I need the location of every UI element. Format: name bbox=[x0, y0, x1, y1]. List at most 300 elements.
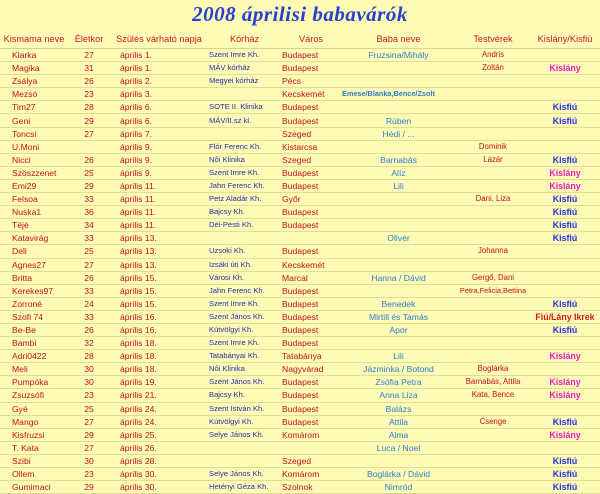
cell-hospital: Szent István Kh. bbox=[208, 402, 281, 415]
cell-due-date: április 6. bbox=[110, 101, 208, 114]
cell-hospital: Dél-Pesti Kh. bbox=[208, 219, 281, 232]
cell-baby-name bbox=[341, 219, 456, 232]
cell-baby-name: Barnabás bbox=[341, 153, 456, 166]
cell-sex: Kisfiú bbox=[530, 232, 600, 245]
cell-age: 32 bbox=[68, 337, 110, 350]
cell-city: Budapest bbox=[281, 219, 341, 232]
cell-baby-name: Rúben bbox=[341, 114, 456, 127]
cell-age: 26 bbox=[68, 75, 110, 88]
cell-age bbox=[68, 140, 110, 153]
cell-age: 36 bbox=[68, 206, 110, 219]
cell-hospital: Izsáki úti Kh. bbox=[208, 258, 281, 271]
cell-due-date: április 18. bbox=[110, 363, 208, 376]
table-row bbox=[0, 415, 600, 428]
cell-age: 26 bbox=[68, 153, 110, 166]
cell-hospital: Megyei kórház bbox=[208, 75, 281, 88]
cell-hospital: Szent Imre Kh. bbox=[208, 49, 281, 62]
cell-sex: Kisfiú bbox=[530, 153, 600, 166]
cell-baby-name: Alíz bbox=[341, 166, 456, 179]
cell-mother-name: Nicci bbox=[0, 153, 68, 166]
table-row bbox=[0, 323, 600, 336]
table-row bbox=[0, 193, 600, 206]
cell-age: 29 bbox=[68, 428, 110, 441]
cell-due-date: április 13. bbox=[110, 245, 208, 258]
cell-baby-name: Jázminka / Botond bbox=[341, 363, 456, 376]
cell-baby-name: Anna Liza bbox=[341, 389, 456, 402]
cell-sex: Kislány bbox=[530, 389, 600, 402]
cell-siblings: Kata, Bence bbox=[456, 389, 530, 402]
cell-baby-name bbox=[341, 245, 456, 258]
cell-baby-name: Nimród bbox=[341, 481, 456, 494]
cell-baby-name bbox=[341, 206, 456, 219]
cell-baby-name: Mirtill és Tamás bbox=[341, 310, 456, 323]
cell-age: 24 bbox=[68, 297, 110, 310]
cell-sex bbox=[530, 49, 600, 62]
cell-due-date: április 13. bbox=[110, 258, 208, 271]
header-age: Életkor bbox=[68, 30, 110, 49]
cell-baby-name: Emese/Blanka,Bence/Zsolt bbox=[341, 88, 456, 101]
babies-table bbox=[0, 30, 600, 494]
cell-due-date: április 30. bbox=[110, 468, 208, 481]
cell-city: Budapest bbox=[281, 297, 341, 310]
cell-mother-name: Magika bbox=[0, 62, 68, 75]
cell-city: Budapest bbox=[281, 62, 341, 75]
cell-due-date: április 1. bbox=[110, 62, 208, 75]
cell-baby-name: Balázs bbox=[341, 402, 456, 415]
cell-hospital: Flór Ferenc Kh. bbox=[208, 140, 281, 153]
table-row bbox=[0, 389, 600, 402]
table-row bbox=[0, 49, 600, 62]
cell-age: 30 bbox=[68, 376, 110, 389]
cell-due-date: április 13. bbox=[110, 232, 208, 245]
cell-sex bbox=[530, 245, 600, 258]
cell-age: 34 bbox=[68, 219, 110, 232]
cell-city: Pécs bbox=[281, 75, 341, 88]
cell-mother-name: Klarka bbox=[0, 49, 68, 62]
cell-sex: Kisfiú bbox=[530, 415, 600, 428]
cell-sex bbox=[530, 140, 600, 153]
cell-due-date: április 15. bbox=[110, 271, 208, 284]
cell-city: Budapest bbox=[281, 166, 341, 179]
cell-hospital: MÁV/II.sz kl. bbox=[208, 114, 281, 127]
cell-mother-name: Szibi bbox=[0, 454, 68, 467]
cell-baby-name bbox=[341, 337, 456, 350]
cell-sex bbox=[530, 337, 600, 350]
cell-sex: Kislány bbox=[530, 428, 600, 441]
cell-sex bbox=[530, 441, 600, 454]
cell-mother-name: Szofi 74 bbox=[0, 310, 68, 323]
cell-city: Budapest bbox=[281, 245, 341, 258]
cell-age: 25 bbox=[68, 245, 110, 258]
cell-city: Budapest bbox=[281, 206, 341, 219]
cell-baby-name bbox=[341, 62, 456, 75]
table-row bbox=[0, 245, 600, 258]
cell-due-date: április 25. bbox=[110, 428, 208, 441]
table-row bbox=[0, 179, 600, 192]
cell-siblings bbox=[456, 468, 530, 481]
cell-hospital: Városi Kh. bbox=[208, 271, 281, 284]
table-row bbox=[0, 127, 600, 140]
cell-due-date: április 9. bbox=[110, 166, 208, 179]
cell-mother-name: T. Kata bbox=[0, 441, 68, 454]
cell-siblings: Dominik bbox=[456, 140, 530, 153]
cell-mother-name: Zsuzsófi bbox=[0, 389, 68, 402]
cell-baby-name: Apor bbox=[341, 323, 456, 336]
cell-due-date: április 11. bbox=[110, 179, 208, 192]
cell-siblings bbox=[456, 258, 530, 271]
cell-hospital bbox=[208, 454, 281, 467]
cell-baby-name: Boglárka / Dávid bbox=[341, 468, 456, 481]
cell-age: 30 bbox=[68, 363, 110, 376]
cell-hospital: Szent Imre Kh. bbox=[208, 337, 281, 350]
cell-hospital bbox=[208, 127, 281, 140]
cell-sex: Kisfiú bbox=[530, 206, 600, 219]
cell-due-date: április 28. bbox=[110, 454, 208, 467]
cell-baby-name: Olivér bbox=[341, 232, 456, 245]
cell-hospital bbox=[208, 441, 281, 454]
cell-mother-name: Felsoa bbox=[0, 193, 68, 206]
header-sex: Kislány/Kisfiú bbox=[530, 30, 600, 49]
table-row bbox=[0, 363, 600, 376]
header-hospital: Kórház bbox=[208, 30, 281, 49]
cell-hospital: SOTE II. Klinika bbox=[208, 101, 281, 114]
cell-due-date: április 21. bbox=[110, 389, 208, 402]
cell-sex: Fiú/Lány Ikrek bbox=[530, 310, 600, 323]
cell-siblings bbox=[456, 219, 530, 232]
cell-siblings bbox=[456, 114, 530, 127]
cell-mother-name: Gyé bbox=[0, 402, 68, 415]
cell-mother-name: Kisfruzsi bbox=[0, 428, 68, 441]
cell-siblings bbox=[456, 323, 530, 336]
cell-age: 33 bbox=[68, 193, 110, 206]
cell-city: Budapest bbox=[281, 179, 341, 192]
cell-city: Budapest bbox=[281, 415, 341, 428]
cell-age: 30 bbox=[68, 454, 110, 467]
table-row bbox=[0, 101, 600, 114]
cell-hospital: Szent János Kh. bbox=[208, 376, 281, 389]
cell-siblings: Andris bbox=[456, 49, 530, 62]
cell-siblings bbox=[456, 337, 530, 350]
cell-due-date: április 3. bbox=[110, 88, 208, 101]
table-row bbox=[0, 441, 600, 454]
table-row bbox=[0, 206, 600, 219]
cell-mother-name: Emi29 bbox=[0, 179, 68, 192]
cell-siblings bbox=[456, 101, 530, 114]
cell-due-date: április 24. bbox=[110, 415, 208, 428]
cell-baby-name: Attila bbox=[341, 415, 456, 428]
cell-mother-name: Britta bbox=[0, 271, 68, 284]
cell-mother-name: Tim27 bbox=[0, 101, 68, 114]
cell-hospital: Szent Imre Kh. bbox=[208, 166, 281, 179]
cell-age: 27 bbox=[68, 441, 110, 454]
cell-mother-name: Be-Be bbox=[0, 323, 68, 336]
cell-siblings bbox=[456, 127, 530, 140]
cell-due-date: április 11. bbox=[110, 219, 208, 232]
cell-siblings bbox=[456, 206, 530, 219]
cell-city: Szeged bbox=[281, 454, 341, 467]
cell-due-date: április 15. bbox=[110, 297, 208, 310]
cell-city: Szeged bbox=[281, 127, 341, 140]
table-row bbox=[0, 402, 600, 415]
cell-age: 31 bbox=[68, 62, 110, 75]
cell-due-date: április 15. bbox=[110, 284, 208, 297]
cell-hospital: Hetényi Géza Kh. bbox=[208, 481, 281, 494]
table-row bbox=[0, 271, 600, 284]
cell-siblings bbox=[456, 454, 530, 467]
cell-hospital: Jahn Ferenc Kh. bbox=[208, 179, 281, 192]
cell-mother-name: Mango bbox=[0, 415, 68, 428]
cell-sex bbox=[530, 88, 600, 101]
cell-age: 29 bbox=[68, 114, 110, 127]
cell-mother-name: Geni bbox=[0, 114, 68, 127]
cell-siblings: Barnabás, Attila bbox=[456, 376, 530, 389]
table-row bbox=[0, 337, 600, 350]
cell-baby-name: Alma bbox=[341, 428, 456, 441]
cell-city: Kecskemét bbox=[281, 88, 341, 101]
cell-baby-name: Fruzsina/Mihály bbox=[341, 49, 456, 62]
cell-sex: Kisfiú bbox=[530, 481, 600, 494]
cell-hospital: Bajcsy Kh. bbox=[208, 389, 281, 402]
cell-hospital bbox=[208, 232, 281, 245]
table-row bbox=[0, 153, 600, 166]
cell-sex: Kisfiú bbox=[530, 297, 600, 310]
cell-siblings: Lázár bbox=[456, 153, 530, 166]
cell-sex bbox=[530, 284, 600, 297]
cell-age: 23 bbox=[68, 468, 110, 481]
cell-sex: Kisfiú bbox=[530, 114, 600, 127]
table-row bbox=[0, 310, 600, 323]
cell-baby-name bbox=[341, 75, 456, 88]
cell-baby-name bbox=[341, 284, 456, 297]
cell-due-date: április 11. bbox=[110, 206, 208, 219]
cell-siblings: Gergő, Dani bbox=[456, 271, 530, 284]
cell-hospital: Női Klinika bbox=[208, 363, 281, 376]
cell-sex: Kislány bbox=[530, 179, 600, 192]
cell-age: 29 bbox=[68, 179, 110, 192]
cell-mother-name: Meli bbox=[0, 363, 68, 376]
cell-siblings bbox=[456, 232, 530, 245]
cell-mother-name: Zorroné bbox=[0, 297, 68, 310]
cell-sex bbox=[530, 127, 600, 140]
cell-siblings bbox=[456, 350, 530, 363]
cell-mother-name: Adri0422 bbox=[0, 350, 68, 363]
cell-age: 27 bbox=[68, 258, 110, 271]
table-row bbox=[0, 232, 600, 245]
cell-hospital bbox=[208, 88, 281, 101]
cell-baby-name: Lili bbox=[341, 179, 456, 192]
cell-siblings bbox=[456, 297, 530, 310]
cell-city: Marcal bbox=[281, 271, 341, 284]
cell-siblings: Johanna bbox=[456, 245, 530, 258]
cell-baby-name: Lili bbox=[341, 350, 456, 363]
cell-city: Komárom bbox=[281, 428, 341, 441]
cell-siblings: Zoltán bbox=[456, 62, 530, 75]
header-mother-name: Kismama neve bbox=[0, 30, 68, 49]
cell-age: 27 bbox=[68, 49, 110, 62]
table-row bbox=[0, 428, 600, 441]
cell-baby-name: Benedek bbox=[341, 297, 456, 310]
cell-due-date: április 11. bbox=[110, 193, 208, 206]
cell-age: 29 bbox=[68, 481, 110, 494]
cell-due-date: április 9. bbox=[110, 140, 208, 153]
cell-city: Budapest bbox=[281, 389, 341, 402]
cell-age: 27 bbox=[68, 127, 110, 140]
table-row bbox=[0, 62, 600, 75]
cell-hospital: Petz Aladár Kh. bbox=[208, 193, 281, 206]
cell-baby-name bbox=[341, 258, 456, 271]
cell-siblings bbox=[456, 428, 530, 441]
cell-baby-name: Zsófia Petra bbox=[341, 376, 456, 389]
cell-due-date: április 7. bbox=[110, 127, 208, 140]
cell-mother-name: Bambi bbox=[0, 337, 68, 350]
header-city: Város bbox=[281, 30, 341, 49]
cell-sex: Kislány bbox=[530, 62, 600, 75]
cell-baby-name: Hanna / Dávid bbox=[341, 271, 456, 284]
cell-mother-name: Mezsó bbox=[0, 88, 68, 101]
cell-age: 27 bbox=[68, 415, 110, 428]
cell-siblings bbox=[456, 88, 530, 101]
cell-city: Budapest bbox=[281, 49, 341, 62]
cell-mother-name: Zsálya bbox=[0, 75, 68, 88]
cell-due-date: április 2. bbox=[110, 75, 208, 88]
table-row bbox=[0, 454, 600, 467]
cell-city bbox=[281, 232, 341, 245]
cell-sex: Kislány bbox=[530, 350, 600, 363]
table-row bbox=[0, 140, 600, 153]
cell-sex: Kisfiú bbox=[530, 468, 600, 481]
table-row bbox=[0, 284, 600, 297]
cell-siblings: Dani, Liza bbox=[456, 193, 530, 206]
cell-hospital: Női Klinika bbox=[208, 153, 281, 166]
cell-city: Budapest bbox=[281, 114, 341, 127]
cell-sex: Kislány bbox=[530, 166, 600, 179]
cell-hospital: Kútvölgyi Kh. bbox=[208, 323, 281, 336]
cell-age: 23 bbox=[68, 88, 110, 101]
cell-mother-name: Nuska1 bbox=[0, 206, 68, 219]
cell-age: 25 bbox=[68, 402, 110, 415]
cell-city: Szolnok bbox=[281, 481, 341, 494]
cell-baby-name bbox=[341, 454, 456, 467]
cell-age: 33 bbox=[68, 310, 110, 323]
cell-sex bbox=[530, 75, 600, 88]
table-row bbox=[0, 468, 600, 481]
cell-baby-name bbox=[341, 193, 456, 206]
cell-baby-name bbox=[341, 140, 456, 153]
cell-mother-name: Katavirág bbox=[0, 232, 68, 245]
cell-mother-name: Ollem bbox=[0, 468, 68, 481]
cell-hospital: Jahn Ferenc Kh. bbox=[208, 284, 281, 297]
cell-sex bbox=[530, 258, 600, 271]
cell-sex: Kisfiú bbox=[530, 101, 600, 114]
cell-mother-name: Pumpóka bbox=[0, 376, 68, 389]
cell-due-date: április 19. bbox=[110, 376, 208, 389]
cell-city: Tatabánya bbox=[281, 350, 341, 363]
cell-siblings: Csenge bbox=[456, 415, 530, 428]
cell-mother-name: Agnes27 bbox=[0, 258, 68, 271]
table-row bbox=[0, 350, 600, 363]
cell-city: Nagyvárad bbox=[281, 363, 341, 376]
cell-siblings bbox=[456, 402, 530, 415]
cell-due-date: április 16. bbox=[110, 310, 208, 323]
cell-sex: Kisfiú bbox=[530, 193, 600, 206]
cell-siblings bbox=[456, 166, 530, 179]
cell-sex: Kislány bbox=[530, 376, 600, 389]
cell-hospital: Selye János Kh. bbox=[208, 428, 281, 441]
cell-due-date: április 18. bbox=[110, 337, 208, 350]
cell-mother-name: Szöszzenet bbox=[0, 166, 68, 179]
cell-mother-name: Tëjé bbox=[0, 219, 68, 232]
cell-hospital: Szent János Kh. bbox=[208, 310, 281, 323]
cell-age: 28 bbox=[68, 350, 110, 363]
table-row bbox=[0, 297, 600, 310]
header-due-date: Szülés várható napja bbox=[110, 30, 208, 49]
cell-age: 25 bbox=[68, 166, 110, 179]
header-siblings: Testvérek bbox=[456, 30, 530, 49]
cell-sex bbox=[530, 271, 600, 284]
cell-siblings: Petra,Felicia,Bettina bbox=[456, 284, 530, 297]
cell-due-date: április 16. bbox=[110, 323, 208, 336]
cell-sex bbox=[530, 402, 600, 415]
cell-sex: Kisfiú bbox=[530, 454, 600, 467]
table-header-row bbox=[0, 30, 600, 49]
cell-due-date: április 9. bbox=[110, 153, 208, 166]
cell-baby-name bbox=[341, 101, 456, 114]
cell-hospital: Kútvölgyi Kh. bbox=[208, 415, 281, 428]
cell-siblings bbox=[456, 481, 530, 494]
cell-sex: Kisfiú bbox=[530, 323, 600, 336]
cell-age: 28 bbox=[68, 101, 110, 114]
cell-due-date: április 6. bbox=[110, 114, 208, 127]
cell-age: 26 bbox=[68, 323, 110, 336]
cell-age: 33 bbox=[68, 284, 110, 297]
table-row bbox=[0, 376, 600, 389]
cell-due-date: április 1. bbox=[110, 49, 208, 62]
cell-hospital: Tatabányai Kh. bbox=[208, 350, 281, 363]
cell-hospital: Uzsoki Kh. bbox=[208, 245, 281, 258]
table-row bbox=[0, 88, 600, 101]
cell-due-date: április 24. bbox=[110, 402, 208, 415]
table-row bbox=[0, 166, 600, 179]
cell-sex: Kisfiú bbox=[530, 219, 600, 232]
cell-city: Budapest bbox=[281, 376, 341, 389]
cell-siblings bbox=[456, 179, 530, 192]
cell-city: Szeged bbox=[281, 153, 341, 166]
header-baby-name: Baba neve bbox=[341, 30, 456, 49]
cell-mother-name: Deli bbox=[0, 245, 68, 258]
cell-city: Győr bbox=[281, 193, 341, 206]
cell-due-date: április 26. bbox=[110, 441, 208, 454]
cell-due-date: április 30. bbox=[110, 481, 208, 494]
cell-baby-name: Hédi / ... bbox=[341, 127, 456, 140]
cell-city: Kistarcsa bbox=[281, 140, 341, 153]
cell-hospital: Szent Imre Kh. bbox=[208, 297, 281, 310]
cell-city: Budapest bbox=[281, 101, 341, 114]
cell-hospital: Selye János Kh. bbox=[208, 468, 281, 481]
cell-city: Komárom bbox=[281, 468, 341, 481]
cell-city: Budapest bbox=[281, 402, 341, 415]
cell-age: 26 bbox=[68, 271, 110, 284]
table-row bbox=[0, 114, 600, 127]
cell-mother-name: Toncsi bbox=[0, 127, 68, 140]
cell-hospital: MÁV kórház bbox=[208, 62, 281, 75]
table-row bbox=[0, 219, 600, 232]
cell-siblings bbox=[456, 310, 530, 323]
cell-due-date: április 18. bbox=[110, 350, 208, 363]
cell-city: Kecskemét bbox=[281, 258, 341, 271]
cell-siblings bbox=[456, 75, 530, 88]
cell-city: Budapest bbox=[281, 284, 341, 297]
cell-city: Budapest bbox=[281, 323, 341, 336]
